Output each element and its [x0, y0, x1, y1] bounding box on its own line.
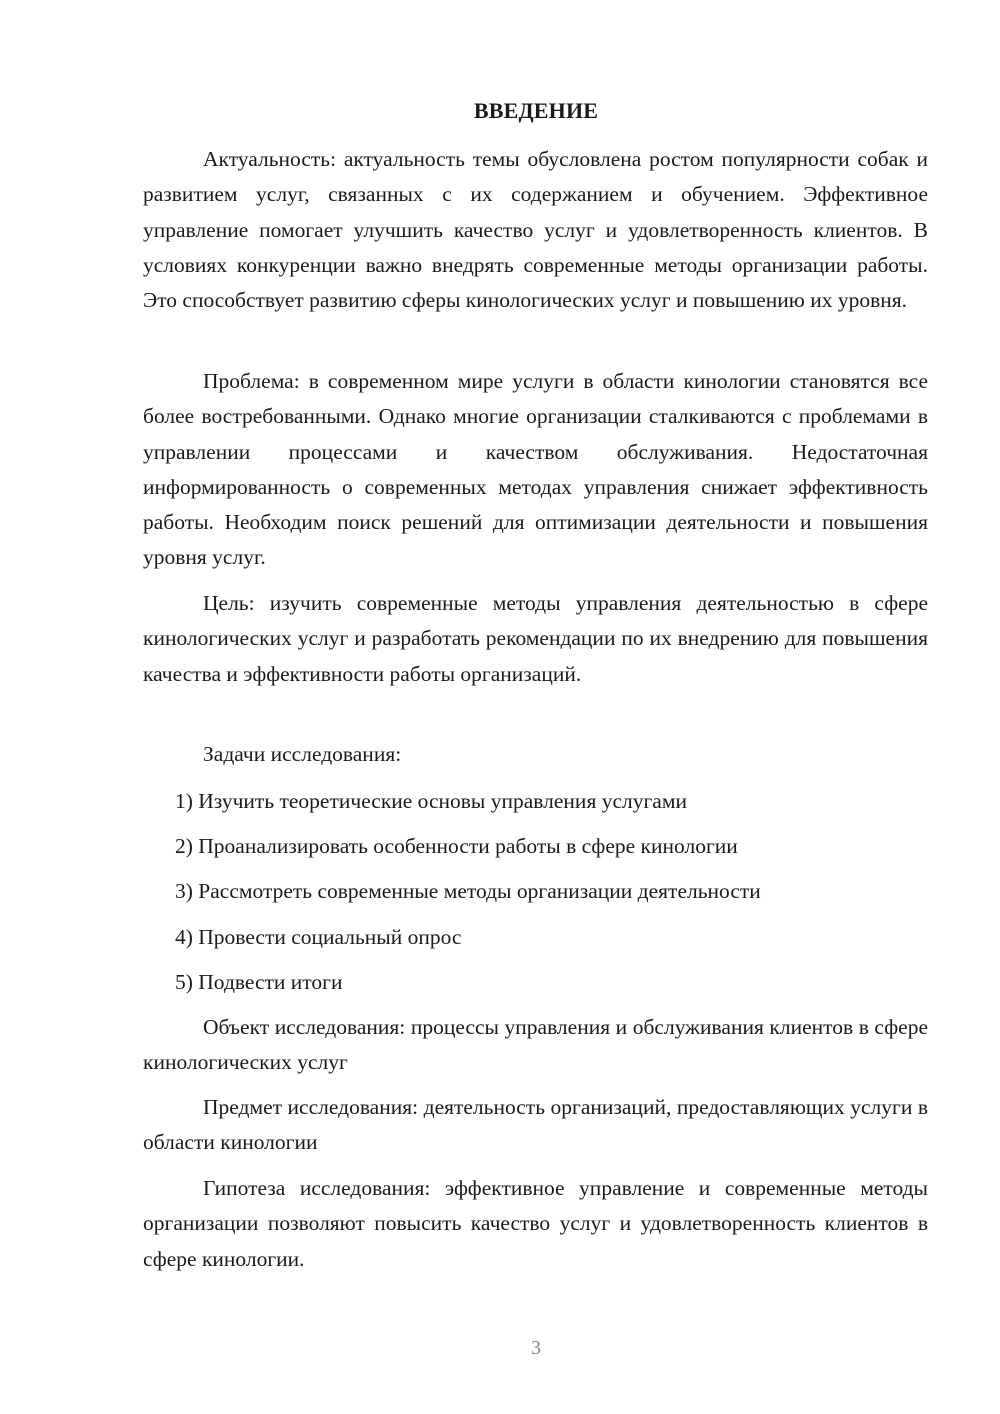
task-list-item-1: 1) Изучить теоретические основы управления услугами	[175, 789, 687, 813]
paragraph-hypothesis: Гипотеза исследования: эффективное управление и современные методы организации позволяют повысить качество услуг и удовлетворенность клиентов в сфере кинологии.	[143, 1176, 928, 1271]
page-title: ВВЕДЕНИЕ	[473, 98, 599, 123]
task-list-item-3: 3) Рассмотреть современные методы организации деятельности	[175, 879, 761, 903]
paragraph-tasks-intro: Задачи исследования:	[203, 742, 402, 766]
page-number: 3	[531, 1337, 541, 1359]
paragraph-object: Объект исследования: процессы управления и обслуживания клиентов в сфере кинологических услуг	[143, 1015, 928, 1075]
task-list-item-4: 4) Провести социальный опрос	[175, 925, 462, 949]
paragraph-problem: Проблема: в современном мире услуги в области кинологии становятся все более востребованными. Однако многие организации сталкиваются с проблемами в управлении процессами и качеством обслуживания. Недостаточная информированность о современных методах управления снижает эффективность работы. Необходим поиск решений для оптимизации деятельности и повышения уровня услуг.	[143, 369, 928, 570]
paragraph-goal: Цель: изучить современные методы управления деятельностью в сфере кинологических услуг и разработать рекомендации по их внедрению для повышения качества и эффективности работы организаций.	[143, 591, 928, 686]
task-list-item-5: 5) Подвести итоги	[175, 970, 343, 994]
task-list-item-2: 2) Проанализировать особенности работы в сфере кинологии	[175, 834, 738, 858]
paragraph-relevance: Актуальность: актуальность темы обусловлена ростом популярности собак и развитием услуг, связанных с их содержанием и обучением. Эффективное управление помогает улучшить качество услуг и удовлетворенность клиентов. В условиях конкуренции важно внедрять современные методы организации работы. Это способствует развитию сферы кинологических услуг и повышению их уровня.	[143, 147, 928, 313]
paragraph-subject: Предмет исследования: деятельность организаций, предоставляющих услуги в области кинологии	[143, 1095, 928, 1155]
